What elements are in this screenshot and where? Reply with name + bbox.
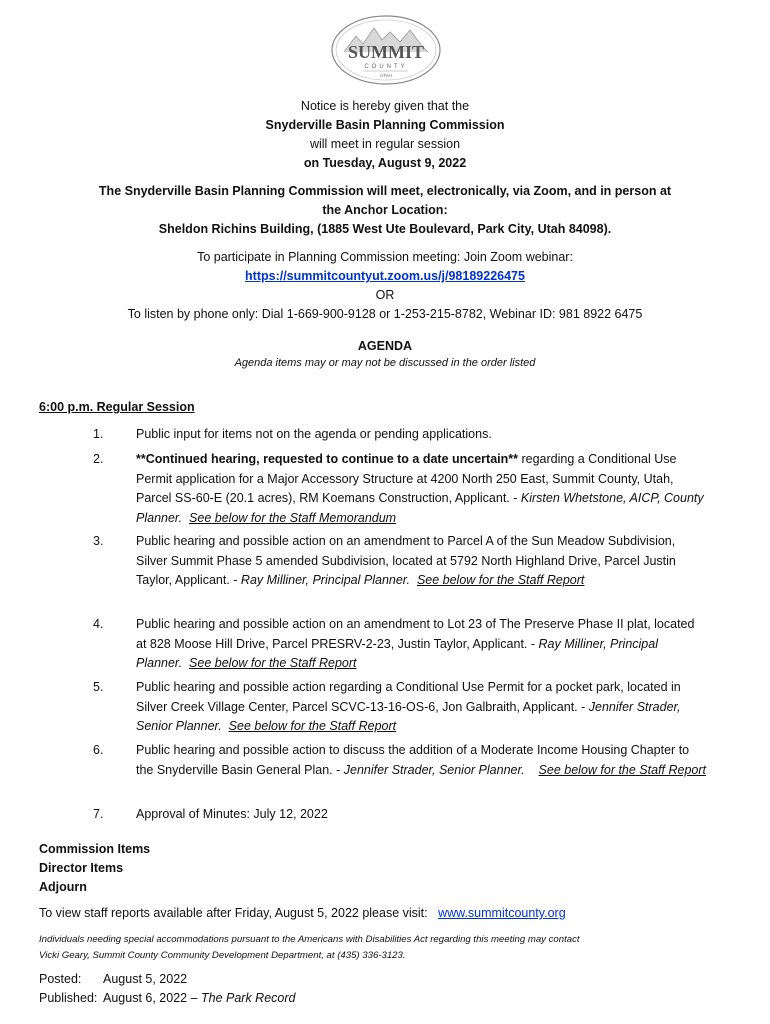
item-presenter: Ray Milliner, Principal Planner.	[136, 636, 658, 670]
item-continued-notice: **Continued hearing, requested to continue to a date uncertain**	[136, 452, 518, 466]
agenda-heading	[0, 337, 770, 371]
adjourn: Adjourn	[39, 880, 87, 894]
staff-reports-text: To view staff reports available after Friday, August 5, 2022 please visit:	[39, 906, 428, 920]
posted-label: Posted:	[39, 972, 82, 986]
item-text: Public hearing and possible action regarding a Conditional Use Permit for a pocket park, located in Silver Creek Village Center, Parcel SCVC-13-16-OS-6, Jon Galbraith, Applicant. -	[136, 680, 681, 714]
director-items: Director Items	[39, 861, 124, 875]
staff-report-link[interactable]: See below for the Staff Report	[538, 762, 707, 777]
participate-block	[0, 248, 770, 324]
commission-name: Snyderville Basin Planning Commission	[265, 118, 505, 132]
item-presenter: Jennifer Strader, Senior Planner.	[343, 762, 525, 777]
published-date: August 6, 2022 –	[103, 991, 201, 1005]
item-text: Public hearing and possible action to discuss the addition of a Moderate Income Housing Chapter to the Snyderville Basin General Plan. -	[136, 743, 690, 777]
item-number: 5.	[93, 680, 104, 694]
notice-block	[0, 97, 770, 173]
commission-items: Commission Items	[39, 842, 151, 856]
item-text: Approval of Minutes: July 12, 2022	[136, 807, 328, 821]
closing-block	[39, 840, 150, 897]
meeting-line-1: The Snyderville Basin Planning Commission will meet, electronically, via Zoom, and in person at	[98, 184, 672, 198]
phone-line: To listen by phone only: Dial 1-669-900-9128 or 1-253-215-8782, Webinar ID: 981 8922 6475	[127, 307, 643, 321]
staff-memorandum-link[interactable]: See below for the Staff Memorandum	[189, 510, 397, 525]
item-text: Public hearing and possible action on an amendment to Parcel A of the Sun Meadow Subdivision, Silver Summit Phase 5 amended Subdivision, located at 5792 North Highland Drive, Parcel Justin Taylor, Applicant. -	[136, 534, 676, 587]
item-number: 2.	[93, 452, 104, 466]
item-number: 6.	[93, 743, 104, 757]
notice-line-1: Notice is hereby given that the	[300, 99, 470, 113]
participate-line: To participate in Planning Commission meeting: Join Zoom webinar:	[197, 250, 573, 264]
zoom-link[interactable]: https://summitcountyut.zoom.us/j/98189226475	[245, 269, 525, 283]
item-text: Public input for items not on the agenda or pending applications.	[136, 427, 492, 441]
item-text: Public hearing and possible action on an amendment to Lot 23 of The Preserve Phase II plat, located at 828 Moose Hill Drive, Parcel PRESRV-2-23, Justin Taylor, Applicant. -	[136, 617, 695, 651]
item-number: 4.	[93, 617, 104, 631]
agenda-subtitle: Agenda items may or may not be discussed in the order listed	[234, 357, 536, 369]
newspaper-name: The Park Record	[201, 991, 296, 1005]
item-presenter: Kirsten Whetstone, AICP, County Planner.	[136, 491, 704, 525]
published-line	[39, 989, 739, 1008]
meeting-line-2: the Anchor Location:	[322, 203, 448, 217]
logo-wordmark: SUMMIT	[348, 42, 424, 62]
meeting-date: on Tuesday, August 9, 2022	[303, 156, 467, 170]
item-number: 7.	[93, 807, 104, 821]
staff-report-link[interactable]: See below for the Staff Report	[416, 573, 585, 587]
session-heading: 6:00 p.m. Regular Session	[39, 400, 195, 414]
ada-notice	[39, 932, 739, 964]
staff-reports-line	[39, 904, 739, 923]
item-presenter: Ray Milliner, Principal Planner.	[240, 573, 410, 587]
item-number: 3.	[93, 534, 104, 548]
staff-report-link[interactable]: See below for the Staff Report	[189, 656, 357, 670]
item-text: regarding a Conditional Use Permit application for a Major Accessory Structure at 4200 North 250 East, Summit County, Utah, Parcel SS-60-E (20.1 acres), RM Koemans Construction, Applicant. -	[136, 452, 677, 505]
notice-line-3: will meet in regular session	[309, 137, 461, 151]
summitcounty-link[interactable]: www.summitcounty.org	[438, 906, 566, 920]
item-number: 1.	[93, 427, 104, 441]
agenda-title: AGENDA	[357, 339, 413, 353]
posted-published-block	[39, 970, 739, 1008]
ada-line-1: Individuals needing special accommodations pursuant to the Americans with Disabilities Act regarding this meeting may contact	[39, 934, 580, 945]
meeting-line-3: Sheldon Richins Building, (1885 West Ute Boulevard, Park City, Utah 84098).	[158, 222, 612, 236]
summit-county-logo	[330, 14, 442, 86]
staff-report-link[interactable]: See below for the Staff Report	[228, 719, 397, 733]
ada-line-2: Vicki Geary, Summit County Community Development Department, at (435) 336-3123.	[39, 950, 406, 961]
logo-state: UTAH	[380, 73, 392, 78]
or-text: OR	[375, 288, 395, 302]
meeting-location-block	[0, 182, 770, 239]
item-presenter: Jennifer Strader, Senior Planner.	[136, 699, 681, 733]
published-label: Published:	[39, 991, 98, 1005]
posted-date: August 5, 2022	[103, 972, 188, 986]
logo-county: COUNTY	[364, 64, 408, 70]
posted-line	[39, 970, 739, 989]
